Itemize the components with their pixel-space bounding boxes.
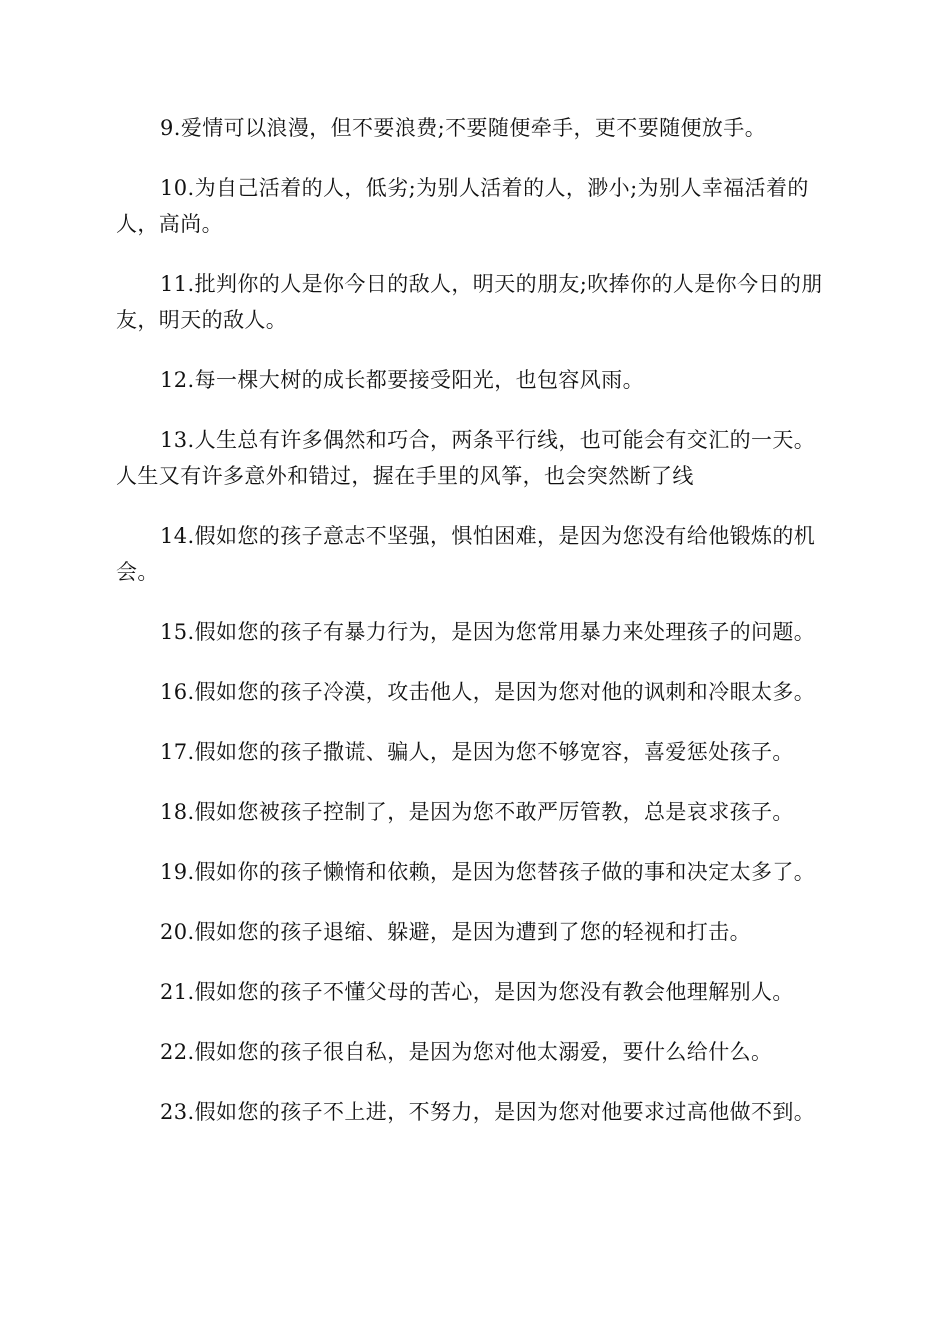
paragraph-16: 16.假如您的孩子冷漠，攻击他人，是因为您对他的讽刺和冷眼太多。 [160,680,816,704]
paragraph-17: 17.假如您的孩子撒谎、骗人，是因为您不够宽容，喜爱惩处孩子。 [160,740,794,764]
paragraph-14: 14.假如您的孩子意志不坚强，惧怕困难，是因为您没有给他锻炼的机会。 [116,524,816,584]
document-body [116,110,836,1154]
paragraph-22: 22.假如您的孩子很自私，是因为您对他太溺爱，要什么给什么。 [160,1040,773,1064]
paragraph-10: 10.为自己活着的人，低劣;为别人活着的人，渺小;为别人幸福活着的人，高尚。 [116,176,809,236]
paragraph-20: 20.假如您的孩子退缩、躲避，是因为遭到了您的轻视和打击。 [160,920,751,944]
paragraph-19: 19.假如你的孩子懒惰和依赖，是因为您替孩子做的事和决定太多了。 [160,860,816,884]
paragraph-18: 18.假如您被孩子控制了，是因为您不敢严厉管教，总是哀求孩子。 [160,800,794,824]
paragraph-13: 13.人生总有许多偶然和巧合，两条平行线，也可能会有交汇的一天。人生又有许多意外和错过，握在手里的风筝，也会突然断了线 [116,428,816,488]
paragraph-12: 12.每一棵大树的成长都要接受阳光，也包容风雨。 [160,368,644,392]
paragraph-9: 9.爱情可以浪漫，但不要浪费;不要随便牵手，更不要随便放手。 [160,116,767,140]
paragraph-23: 23.假如您的孩子不上进，不努力，是因为您对他要求过高他做不到。 [160,1100,816,1124]
paragraph-15: 15.假如您的孩子有暴力行为，是因为您常用暴力来处理孩子的问题。 [160,620,816,644]
paragraph-21: 21.假如您的孩子不懂父母的苦心，是因为您没有教会他理解别人。 [160,980,794,1004]
paragraph-11: 11.批判你的人是你今日的敌人，明天的朋友;吹捧你的人是你今日的朋友，明天的敌人。 [116,272,823,332]
